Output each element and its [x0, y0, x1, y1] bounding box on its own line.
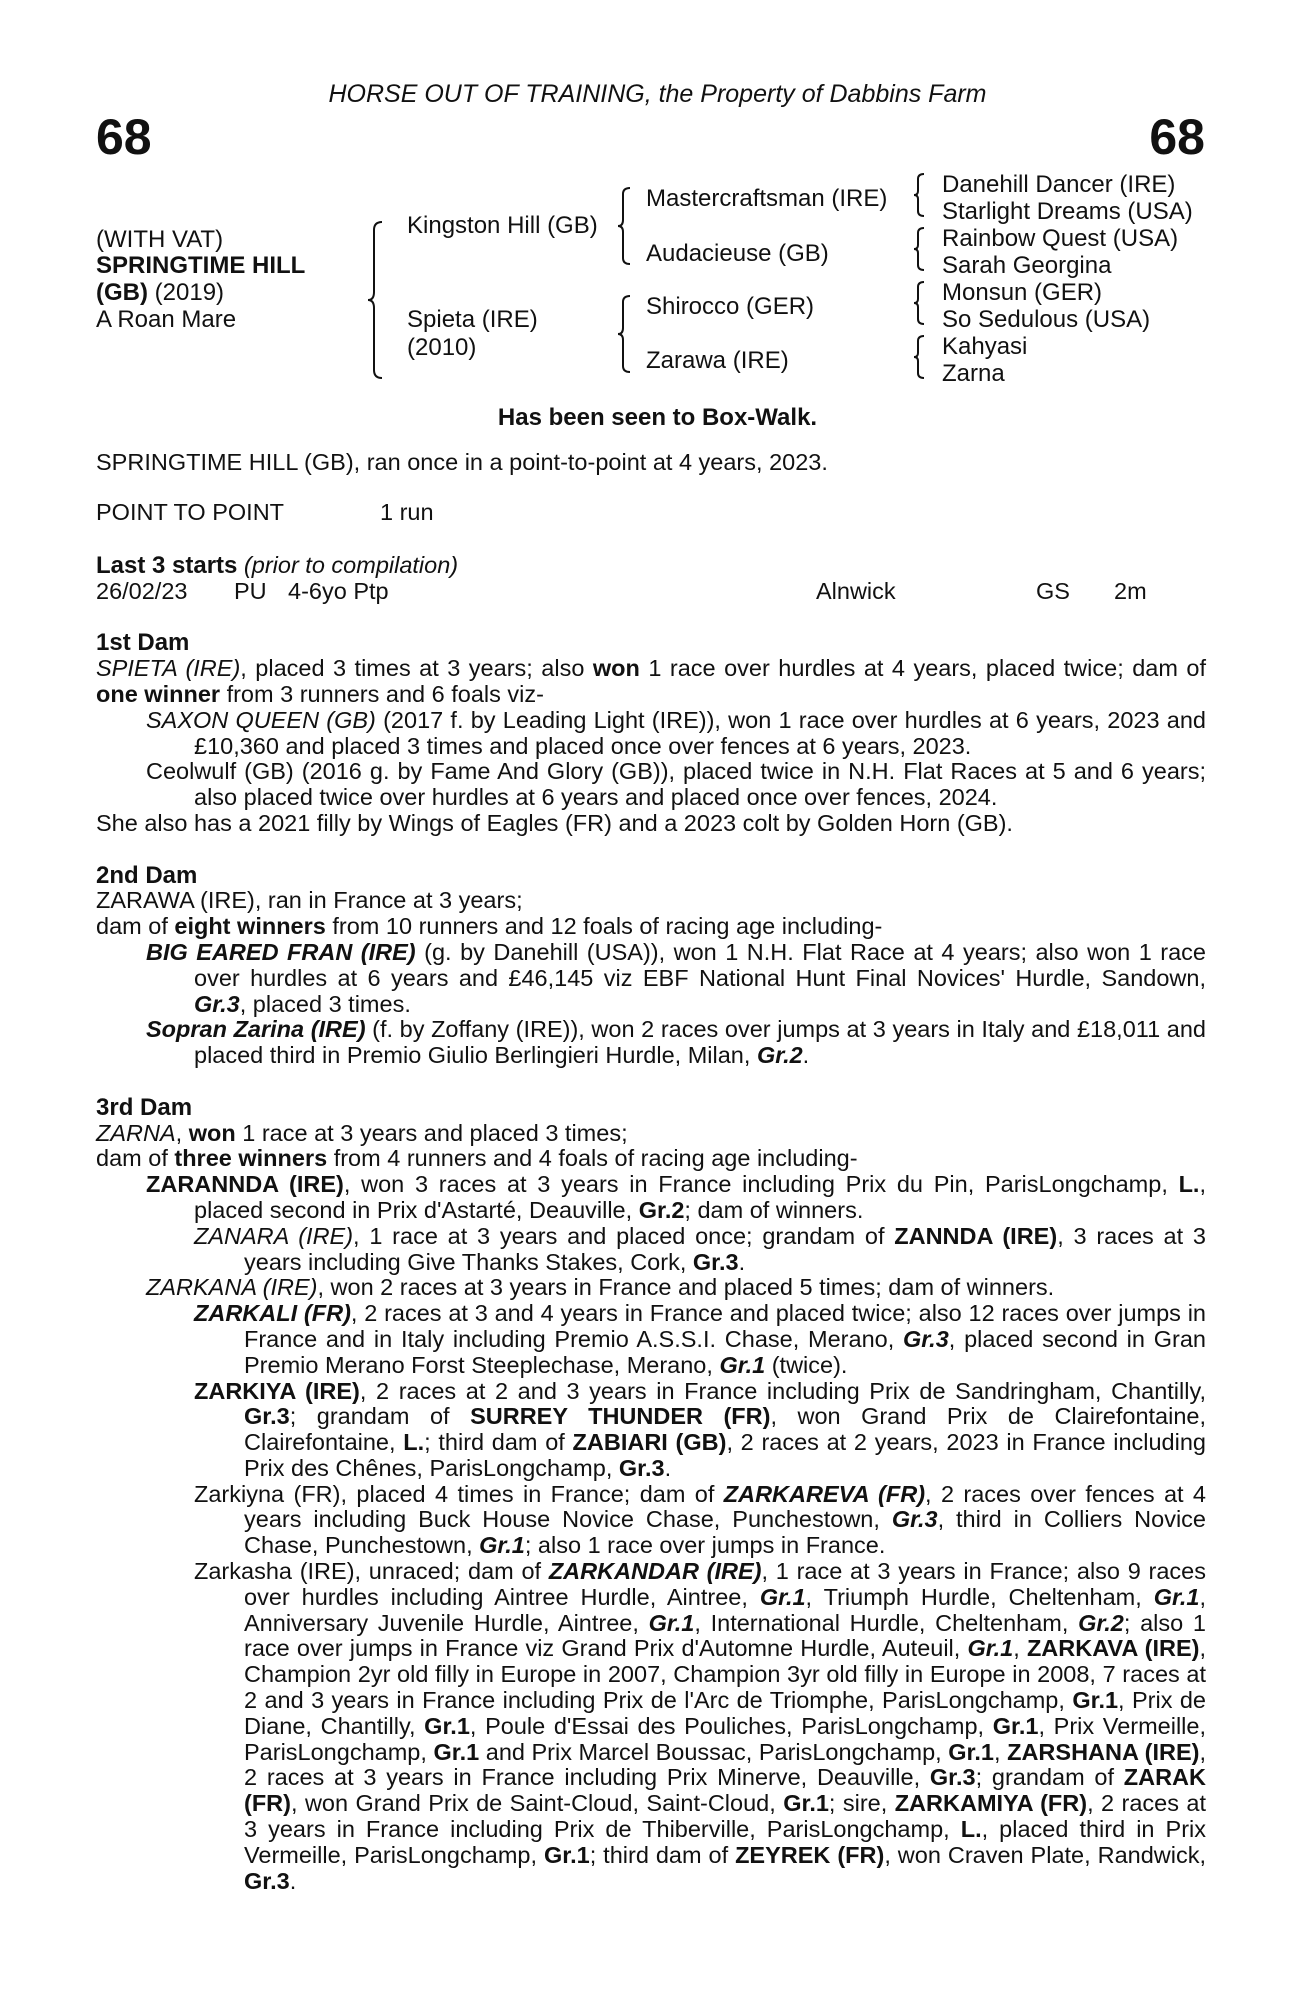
catalogue-body: [96, 450, 1206, 1894]
third-dam-intro: ZARNA, won 1 race at 3 years and placed 3 times;: [96, 1119, 628, 1146]
pedigree-g2: Starlight Dreams (USA): [942, 198, 1193, 225]
pedigree-g3: Rainbow Quest (USA): [942, 225, 1179, 252]
third-dam-produce-2c: Zarkiyna (FR), placed 4 times in France; dam of ZARKAREVA (FR), 2 races over fences at 4 years including Buck House Novice Chase, Punchestown, Gr.3, third in Colliers Novice Chase, Punchestown, Gr.1; also 1 race over jumps in France.: [194, 1480, 1207, 1559]
last-starts-heading: Last 3 starts (prior to compilation): [96, 551, 459, 579]
second-dam-produce-2: Sopran Zarina (IRE) (f. by Zoffany (IRE)), won 2 races over jumps at 3 years in Italy and £18,011 and placed third in Premio Giulio Berlingieri Hurdle, Milan, Gr.2.: [146, 1016, 1206, 1069]
start-distance: 2m: [1114, 577, 1147, 604]
third-dam-heading: 3rd Dam: [96, 1093, 193, 1121]
page-header-title: HORSE OUT OF TRAINING, the Property of Dabbins Farm: [328, 80, 987, 108]
race-record-row: [96, 500, 1206, 526]
third-dam-produce-2d: Zarkasha (IRE), unraced; dam of ZARKANDAR (IRE), 1 race at 3 years in France; also 9 races over hurdles including Aintree Hurdle, Aintree, Gr.1, Triumph Hurdle, Cheltenham, Gr.1, Anniversary Juvenile Hurdle, Aintree, Gr.1, International Hurdle, Cheltenham, Gr.2; also 1 race over jumps in France viz Grand Prix d'Automne Hurdle, Auteuil, Gr.1, ZARKAVA (IRE), Champion 2yr old filly in Europe in 2007, Champion 3yr old filly in Europe in 2008, 7 races at 2 and 3 years in France including Prix de l'Arc de Triomphe, ParisLongchamp, Gr.1, Prix de Diane, Chantilly, Gr.1, Poule d'Essai des Pouliches, ParisLongchamp, Gr.1, Prix Vermeille, ParisLongchamp, Gr.1 and Prix Marcel Boussac, ParisLongchamp, Gr.1, ZARSHANA (IRE), 2 races at 3 years in France including Prix Minerve, Deauville, Gr.3; grandam of ZARAK (FR), won Grand Prix de Saint-Cloud, Saint-Cloud, Gr.1; sire, ZARKAMIYA (FR), 2 races at 3 years in France including Prix de Thiberville, ParisLongchamp, L., placed third in Prix Vermeille, ParisLongchamp, Gr.1; third dam of ZEYREK (FR), won Craven Plate, Randwick, Gr.3.: [194, 1558, 1207, 1894]
racing-summary: SPRINGTIME HILL (GB), ran once in a point-to-point at 4 years, 2023.: [96, 449, 828, 475]
last-start-row: [96, 579, 1206, 605]
pedigree-brace-4: [912, 172, 928, 218]
pedigree-dam-sire: Shirocco (GER): [646, 293, 815, 320]
pedigree-brace-6: [912, 280, 928, 326]
second-dam-intro: ZARAWA (IRE), ran in France at 3 years;: [96, 887, 523, 914]
third-dam-produce-2: ZARKANA (IRE), won 2 races at 3 years in France and placed 5 times; dam of winners.: [146, 1274, 1055, 1301]
pedigree-g4: Sarah Georgina: [942, 252, 1112, 279]
pedigree-g8: Zarna: [942, 360, 1005, 387]
third-dam-produce-2a: ZARKALI (FR), 2 races at 3 and 4 years in France and placed twice; also 12 races over jumps in France and in Italy including Premio A.S.S.I. Chase, Merano, Gr.3, placed second in Gran Premio Merano Forst Steeplechase, Merano, Gr.1 (twice).: [194, 1300, 1206, 1378]
pedigree-brace-7: [912, 334, 928, 380]
lot-number-right: 68: [1149, 109, 1205, 165]
first-dam-intro: SPIETA (IRE), placed 3 times at 3 years; also won 1 race over hurdles at 4 years, placed twice; dam of one winner from 3 runners and 6 foals viz-: [96, 655, 1206, 707]
horse-description: A Roan Mare: [96, 306, 237, 333]
third-dam-produce-2b: ZARKIYA (IRE), 2 races at 2 and 3 years in France including Prix de Sandringham, Chantilly, Gr.3; grandam of SURREY THUNDER (FR), won Grand Prix de Clairefontaine, Clairefontaine, L.; third dam of ZABIARI (GB), 2 races at 2 years, 2023 in France including Prix des Chênes, ParisLongchamp, Gr.3.: [194, 1377, 1206, 1481]
first-dam-other-foals: She also has a 2021 filly by Wings of Eagles (FR) and a 2023 colt by Golden Horn (GB).: [96, 809, 1013, 836]
start-race: 4-6yo Ptp: [288, 577, 389, 604]
lot-number-left: 68: [96, 109, 152, 165]
pedigree-brace-1: [366, 220, 386, 380]
start-going: GS: [1036, 577, 1070, 604]
third-dam-winners: dam of three winners from 4 runners and 4 foals of racing age including-: [96, 1145, 858, 1172]
pedigree-sire: Kingston Hill (GB): [407, 212, 598, 239]
pedigree-brace-5: [912, 226, 928, 272]
horse-origin-year: (GB) (2019): [96, 279, 225, 306]
race-record-label: POINT TO POINT: [96, 498, 285, 525]
horse-name: SPRINGTIME HILL: [96, 252, 306, 279]
pedigree-sire-sire: Mastercraftsman (IRE): [646, 185, 888, 212]
second-dam-produce-1: BIG EARED FRAN (IRE) (g. by Danehill (USA)), won 1 N.H. Flat Race at 4 years; also won 1 race over hurdles at 6 years and £46,145 viz EBF National Hunt Final Novices' Hurdle, Sandown, Gr.3, placed 3 times.: [146, 938, 1206, 1017]
pedigree-brace-3: [616, 294, 634, 374]
pedigree-g6: So Sedulous (USA): [942, 306, 1151, 333]
pedigree-g1: Danehill Dancer (IRE): [942, 171, 1176, 198]
pedigree-brace-2: [616, 186, 634, 266]
pedigree-g5: Monsun (GER): [942, 279, 1103, 306]
first-dam-produce-2: Ceolwulf (GB) (2016 g. by Fame And Glory (GB)), placed twice in N.H. Flat Races at 5 and 6 years; also placed twice over hurdles at 6 years and placed once over fences, 2024.: [146, 758, 1206, 811]
pedigree-dam-year: (2010): [407, 334, 477, 361]
race-record-value: 1 run: [380, 498, 434, 525]
first-dam-produce-1: SAXON QUEEN (GB) (2017 f. by Leading Light (IRE)), won 1 race over hurdles at 6 years, 2023 and £10,360 and placed 3 times and placed once over fences at 6 years, 2023.: [146, 706, 1206, 759]
vat-label: (WITH VAT): [96, 226, 224, 253]
third-dam-produce-1: ZARANNDA (IRE), won 3 races at 3 years in France including Prix du Pin, ParisLongchamp, L., placed second in Prix d'Astarté, Deauville, Gr.2; dam of winners.: [146, 1171, 1206, 1223]
pedigree-dam-dam: Zarawa (IRE): [646, 347, 789, 374]
second-dam-heading: 2nd Dam: [96, 861, 198, 889]
start-result: PU: [234, 577, 267, 604]
box-walk-note: Has been seen to Box-Walk.: [497, 404, 818, 431]
second-dam-winners: dam of eight winners from 10 runners and 12 foals of racing age including-: [96, 913, 883, 940]
pedigree-sire-dam: Audacieuse (GB): [646, 240, 829, 267]
start-date: 26/02/23: [96, 577, 188, 604]
start-course: Alnwick: [816, 577, 896, 604]
first-dam-heading: 1st Dam: [96, 629, 190, 657]
pedigree-dam: Spieta (IRE): [407, 306, 538, 333]
pedigree-g7: Kahyasi: [942, 333, 1028, 360]
third-dam-produce-1a: ZANARA (IRE), 1 race at 3 years and placed once; grandam of ZANNDA (IRE), 3 races at 3 years including Give Thanks Stakes, Cork, Gr.3.: [194, 1222, 1206, 1275]
